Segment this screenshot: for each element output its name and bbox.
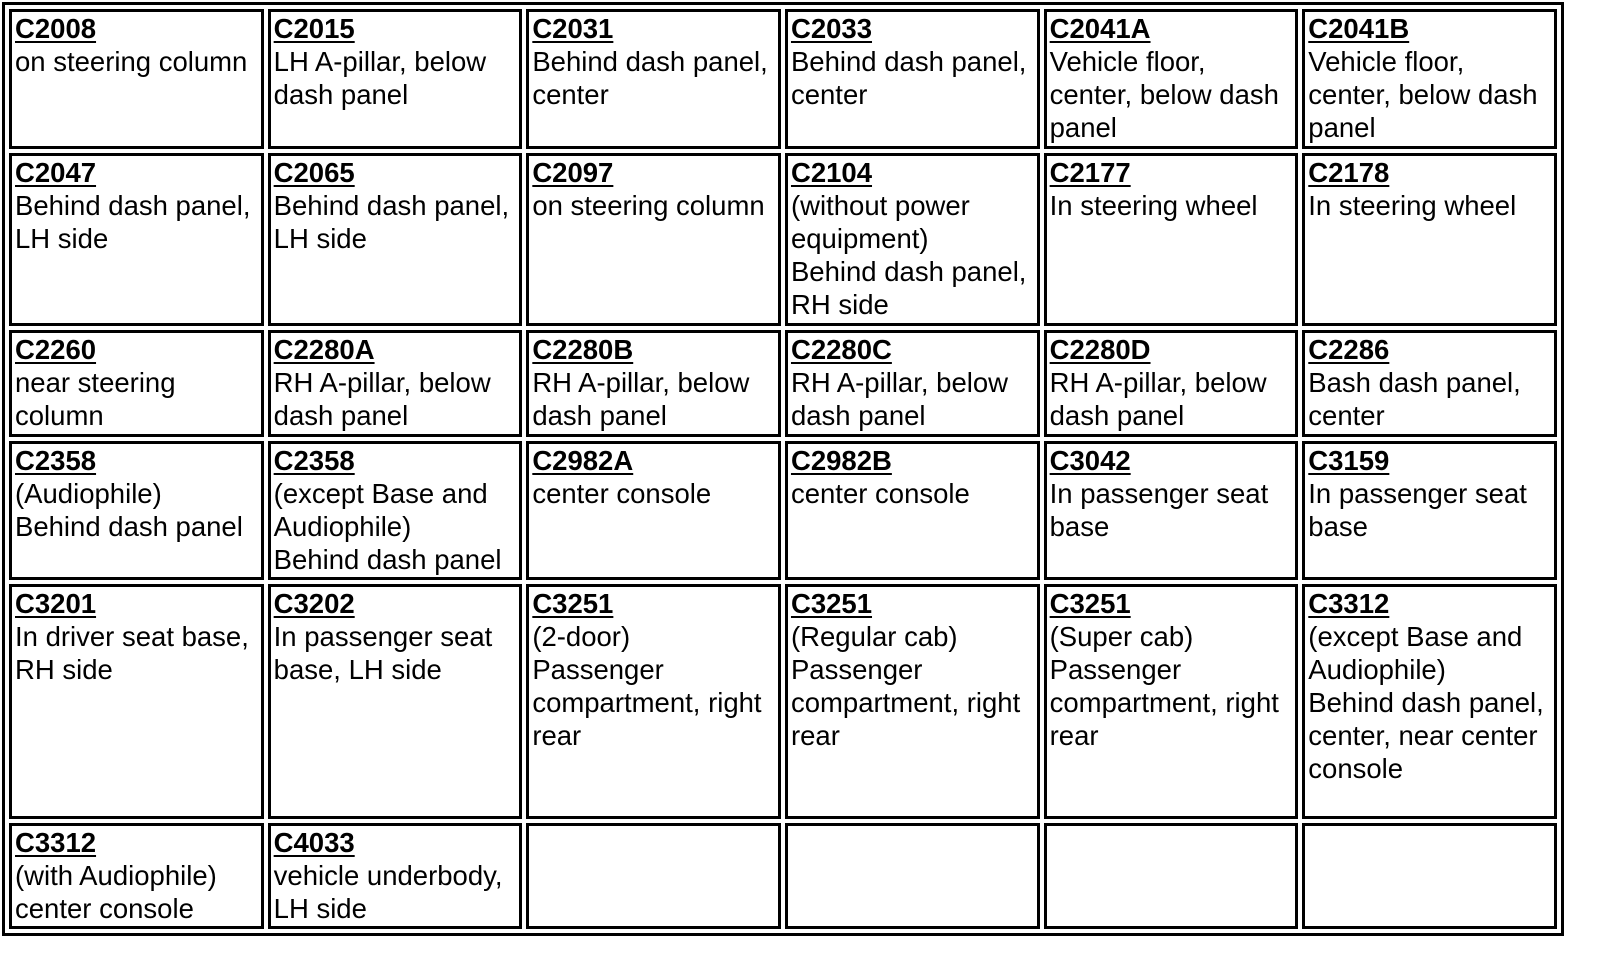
connector-location: RH A-pillar, below dash panel — [532, 367, 750, 432]
connector-cell — [785, 330, 1040, 436]
connector-location-detail: Passenger compartment, right rear — [1049, 654, 1279, 752]
connector-cell — [268, 441, 523, 581]
connector-location: Behind dash panel, LH side — [15, 189, 251, 254]
connector-cell — [1044, 584, 1299, 818]
connector-cell — [1302, 441, 1557, 581]
connector-cell — [1044, 9, 1299, 149]
connector-code: C3251 — [532, 588, 614, 620]
connector-location-detail: Behind dash panel — [273, 543, 502, 575]
connector-cell — [268, 9, 523, 149]
connector-location-detail: Passenger compartment, right rear — [790, 654, 1021, 752]
connector-code: C2031 — [532, 13, 614, 44]
connector-location: Behind dash panel, center — [790, 46, 1027, 110]
empty-cell — [1044, 823, 1299, 929]
connector-code: C2260 — [15, 334, 97, 366]
connector-cell — [9, 153, 264, 326]
connector-code: C2280D — [1049, 334, 1151, 366]
connector-cell — [1302, 330, 1557, 436]
connector-location: center console — [532, 477, 712, 509]
connector-cell — [526, 330, 781, 436]
table-row — [9, 441, 1557, 581]
connector-location: (with Audiophile) — [15, 859, 217, 891]
connector-code: C2065 — [273, 156, 355, 188]
connector-cell — [9, 9, 264, 149]
table-row — [9, 823, 1557, 929]
connector-location: (Super cab) — [1049, 621, 1194, 653]
empty-cell — [526, 823, 781, 929]
table-body — [9, 9, 1557, 929]
connector-location: In driver seat base, RH side — [15, 621, 249, 686]
connector-code: C2104 — [790, 156, 873, 188]
connector-code: C3312 — [15, 826, 97, 858]
connector-location: RH A-pillar, below dash panel — [790, 367, 1009, 432]
connector-cell — [1302, 584, 1557, 818]
connector-code: C3159 — [1308, 444, 1390, 476]
connector-code: C2358 — [273, 444, 355, 476]
table-row — [9, 9, 1557, 149]
connector-location: In passenger seat base, LH side — [273, 621, 493, 686]
connector-location-detail: Passenger compartment, right rear — [532, 654, 762, 752]
connector-location: Vehicle floor, center, below dash panel — [1308, 46, 1538, 143]
connector-location: RH A-pillar, below dash panel — [1049, 367, 1267, 432]
connector-code: C3251 — [1049, 588, 1131, 620]
connector-code: C2982A — [532, 444, 634, 476]
connector-location: (2-door) — [532, 621, 631, 653]
connector-location: LH A-pillar, below dash panel — [273, 46, 487, 110]
connector-code: C2047 — [15, 156, 97, 188]
connector-location-table — [2, 2, 1564, 936]
connector-location: (except Base and Audiophile) — [273, 477, 488, 542]
connector-location: on steering column — [532, 189, 765, 221]
connector-location: Bash dash panel, center — [1308, 367, 1521, 432]
connector-code: C2982B — [790, 444, 892, 476]
table-row — [9, 584, 1557, 818]
connector-location-detail: Behind dash panel — [15, 510, 243, 542]
connector-location: (Regular cab) — [790, 621, 958, 653]
connector-location: on steering column — [15, 46, 248, 77]
connector-cell — [785, 9, 1040, 149]
connector-code: C2041B — [1308, 13, 1410, 44]
connector-code: C2280B — [532, 334, 634, 366]
table-row — [9, 330, 1557, 436]
connector-cell — [1302, 9, 1557, 149]
connector-location: In passenger seat base — [1049, 477, 1269, 542]
connector-location-detail: Behind dash panel, RH side — [790, 255, 1027, 320]
connector-cell — [1302, 153, 1557, 326]
connector-code: C3201 — [15, 588, 97, 620]
connector-cell — [9, 330, 264, 436]
connector-cell — [1044, 441, 1299, 581]
connector-code: C2033 — [790, 13, 873, 44]
connector-location: In steering wheel — [1049, 189, 1258, 221]
connector-cell — [526, 441, 781, 581]
connector-code: C2280A — [273, 334, 375, 366]
connector-location: In steering wheel — [1308, 189, 1517, 221]
empty-cell — [1302, 823, 1557, 929]
connector-location: Vehicle floor, center, below dash panel — [1049, 46, 1279, 143]
connector-cell — [1044, 330, 1299, 436]
connector-code: C2177 — [1049, 156, 1131, 188]
connector-location-detail: center console — [15, 892, 194, 924]
connector-location: vehicle underbody, LH side — [273, 859, 503, 924]
connector-code: C3251 — [790, 588, 873, 620]
connector-code: C2280C — [790, 334, 892, 366]
connector-cell — [785, 153, 1040, 326]
connector-cell — [9, 441, 264, 581]
empty-cell — [785, 823, 1040, 929]
connector-location: (except Base and Audiophile) — [1308, 621, 1523, 686]
connector-cell — [268, 330, 523, 436]
connector-location: In passenger seat base — [1308, 477, 1527, 542]
connector-code: C2286 — [1308, 334, 1390, 366]
connector-cell — [785, 441, 1040, 581]
connector-cell — [526, 584, 781, 818]
connector-location: center console — [790, 477, 970, 509]
connector-code: C4033 — [273, 826, 355, 858]
connector-cell — [785, 584, 1040, 818]
connector-cell — [268, 153, 523, 326]
connector-code: C2178 — [1308, 156, 1390, 188]
connector-code: C2015 — [273, 13, 355, 44]
connector-cell — [9, 584, 264, 818]
connector-location: Behind dash panel, LH side — [273, 189, 510, 254]
table-row — [9, 153, 1557, 326]
connector-location: Behind dash panel, center — [532, 46, 768, 110]
connector-cell — [9, 823, 264, 929]
connector-cell — [526, 153, 781, 326]
connector-location: (without power equipment) — [790, 189, 970, 254]
connector-code: C3042 — [1049, 444, 1131, 476]
connector-cell — [1044, 153, 1299, 326]
connector-code: C2008 — [15, 13, 97, 44]
connector-cell — [268, 584, 523, 818]
connector-code: C2358 — [15, 444, 97, 476]
connector-location: near steering column — [15, 367, 176, 432]
connector-code: C2041A — [1049, 13, 1151, 44]
connector-cell — [268, 823, 523, 929]
connector-code: C2097 — [532, 156, 614, 188]
connector-location: (Audiophile) — [15, 477, 162, 509]
connector-code: C3312 — [1308, 588, 1390, 620]
connector-location: RH A-pillar, below dash panel — [273, 367, 491, 432]
connector-cell — [526, 9, 781, 149]
connector-location-detail: Behind dash panel, center, near center console — [1308, 687, 1544, 785]
connector-code: C3202 — [273, 588, 355, 620]
